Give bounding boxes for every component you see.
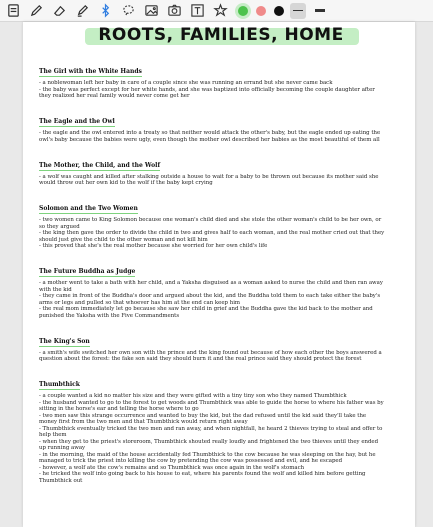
note-line: - in the morning, the maid of the house accidentally fed Thumbthick to the cow because he was sleeping on the hay, but he [39, 451, 376, 458]
note-section [39, 108, 399, 143]
note-line: owl's baby because the babies were ugly, even though the mother owl described her babies as the most beautiful of them all [39, 136, 380, 143]
note-line: - the king then gave the order to divide the child in two and gives half to each woman, and the real mother cried out that they [39, 230, 385, 236]
color-swatch-black[interactable] [274, 6, 284, 16]
note-line: - the husband wanted to go to the forest to get woods and Thumbthick was able to guide the horse to where his father was by [39, 399, 384, 406]
note-line: help them [39, 432, 67, 438]
lasso-icon[interactable] [118, 2, 138, 20]
bluetooth-pen-icon[interactable] [95, 2, 115, 20]
section-heading: Thumbthick [39, 381, 80, 388]
note-line: - a mother went to take a bath with her child, and a Yaksha disguised as a woman asked to nurse the child and then ran away [39, 280, 383, 286]
note-line: - two women came to King Solomon because one woman's child died and she stole the other woman's child to be her own, or [39, 217, 382, 223]
note-line: so they argued [39, 223, 80, 230]
image-icon[interactable] [141, 2, 161, 20]
thin-line-width-button[interactable] [290, 3, 306, 19]
note-line: question about the forest: the fake son said they should burn it and the real prince said they should protect the forest [39, 356, 362, 362]
toolbar [0, 0, 433, 22]
note-content [39, 58, 399, 493]
note-line: - two men saw this strange occurrence and wanted to buy the kid, but the dad refused until the kid said they'll take the [39, 412, 367, 419]
section-heading: The Future Buddha as Judge [39, 268, 136, 275]
note-line: - a noblewoman left her baby in care of a couple since she was running an errand but she never came back [39, 80, 333, 86]
note-line: should just give the child to the other woman and not kill him [39, 236, 208, 243]
page-title: ROOTS, FAMILIES, HOME [98, 25, 344, 45]
note-section [39, 195, 399, 250]
eraser-icon[interactable] [49, 2, 69, 20]
note-line: - the baby was perfect except for her white hands, and she was baptized into officially becoming the couple daughter after [39, 86, 375, 93]
note-line: - Thumbthick eventually tricked the two men and ran away, and when nightfall, he heard 2 thieves trying to steal and offer to [39, 425, 383, 432]
section-heading: The King's Son [39, 337, 90, 345]
note-line: arms or legs and pulled so that whoever has him at the end can keep him [39, 299, 241, 306]
camera-icon[interactable] [164, 2, 184, 20]
note-line: punished the Yaksha with the Five Commandments [39, 312, 180, 319]
sticker-icon[interactable] [210, 2, 230, 20]
color-swatch-pink[interactable] [256, 6, 266, 16]
note-line: managed to trick the priest into killing the cow by pretending the cow was possessed and evil, and he escaped [39, 458, 343, 464]
note-line: - a couple wanted a kid no matter his size and they were gifted with a tiny tiny son who they named Thumbthick [39, 393, 347, 399]
pages-icon[interactable] [3, 2, 23, 20]
note-line: - however, a wolf ate the cow's remains and so Thumbthick was once again in the wolf's stomach [39, 464, 305, 471]
note-section [39, 258, 399, 319]
note-page[interactable] [23, 22, 415, 527]
note-line: with the kid [39, 286, 72, 293]
note-line: - they came in front of the Buddha's door and argued about the kid, and the Buddha told them to each take either the baby's [39, 293, 381, 299]
note-line: - a smith's wife switched her own son with the prince and the king found out because of how each other the boys answered a [39, 349, 382, 356]
pen-icon[interactable] [26, 2, 46, 20]
section-heading: Solomon and the Two Women [39, 205, 138, 212]
note-line: - when they get to the priest's storeroom, Thumbthick shouted really loudly and frightened the two thieves until they ended [39, 438, 379, 445]
section-heading: The Eagle and the Owl [39, 118, 115, 125]
note-line: - he tricked the wolf into going back to his house to eat, where his parents found the wolf and killed him before getting [39, 471, 366, 477]
note-line: Thumbthick out [39, 477, 83, 484]
note-line: - the real mom immediately let go because she saw her child in grief and the Buddha gave the kid back to the mother and [39, 306, 373, 312]
section-heading: The Girl with the White Hands [39, 68, 142, 75]
note-section [39, 58, 399, 100]
section-heading: The Mother, the Child, and the Wolf [39, 161, 161, 169]
note-line: sitting in the horse's ear and telling the horse where to go [39, 406, 199, 412]
note-line: would throw out her own kid to the wolf if the baby kept crying [39, 180, 213, 186]
color-swatch-green[interactable] [238, 6, 248, 16]
note-section [39, 152, 399, 187]
thick-line-width-button[interactable] [312, 3, 328, 19]
note-line: - a wolf was caught and killed after stalking outside a house to wait for a baby to be thrown out because its mother said she [39, 173, 379, 180]
note-line: up running away [39, 445, 86, 451]
note-line: - this proved that she's the real mother because she worried for her own child's life [39, 243, 268, 249]
note-section [39, 371, 399, 484]
highlighter-icon[interactable] [72, 2, 92, 20]
note-line: money first from the two men and that Thumbthick would return right away [39, 419, 248, 425]
text-icon[interactable] [187, 2, 207, 20]
note-section [39, 328, 399, 363]
note-line: - the eagle and the owl entered into a treaty so that neither would attack the other's baby, but the eagle ended up eating the [39, 130, 381, 136]
note-line: they realized her real family would never come get her [39, 93, 190, 99]
